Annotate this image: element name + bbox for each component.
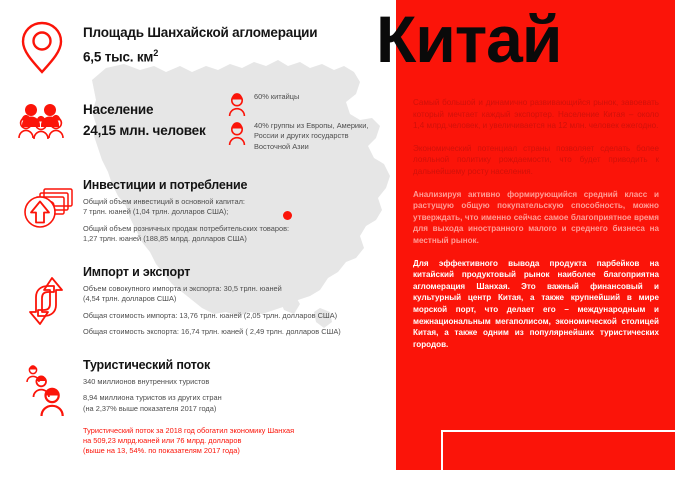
line: 8,94 миллиона туристов из других стран bbox=[83, 393, 222, 403]
line: (4,54 трлн. долларов США) bbox=[83, 294, 177, 304]
line: (на 2,37% выше показателя 2017 года) bbox=[83, 403, 217, 413]
map-pin-icon bbox=[20, 20, 64, 76]
line: Объем совокупного импорта и экспорта: 30,5 трлн. юаней bbox=[83, 284, 282, 293]
line: (выше на 13, 54%. по показателям 2017 года) bbox=[83, 446, 240, 456]
population-breakdown-text-1: 60% китайцы bbox=[254, 92, 300, 101]
line: Восточной Азии bbox=[254, 141, 309, 151]
block-trade-paragraph-1 bbox=[83, 284, 393, 305]
block-investment bbox=[83, 178, 383, 244]
spacer bbox=[83, 414, 383, 426]
page-title: Китай bbox=[376, 2, 562, 76]
line: Общий объем инвестиций в основной капитал: bbox=[83, 197, 245, 206]
panel-paragraph-4: Для эффективного вывода продукта парбейков на китайский продуктовый рынок наиболее благоприятна агломерация Шанхая. Это важный финансовый и культурный центр Китая, а также крупнейший в мире морской порт, что делает его – международным и межнациональным мегаполисом, экономической столицей Китая, а также одним из популярнейших туристических городов. bbox=[413, 258, 659, 349]
block-area-heading: Площадь Шанхайской агломерации bbox=[83, 25, 318, 40]
panel-paragraph-2: Экономический потенциал страны позволяет сделать более лояльной политику рождаемости, что будет приводить к дальнейшему росту населения. bbox=[413, 143, 659, 176]
tourists-icon bbox=[22, 360, 78, 416]
line: 7 трлн. юаней (1,04 трлн. долларов США); bbox=[83, 207, 229, 217]
line: 1,27 трлн. юаней (188,85 млрд. долларов США) bbox=[83, 233, 247, 243]
block-tourism-highlight bbox=[83, 426, 383, 457]
block-tourism-paragraph-1: 340 миллионов внутренних туристов bbox=[83, 377, 210, 386]
line: 40% группы из Европы, Америки, bbox=[254, 121, 369, 130]
population-breakdown-item-1 bbox=[228, 92, 408, 123]
person-icon bbox=[228, 121, 246, 152]
import-export-arrows-icon bbox=[22, 272, 74, 328]
block-trade-paragraph-2: Общая стоимость импорта: 13,76 трлн. юаней (2,05 трлн. долларов США) bbox=[83, 310, 338, 320]
block-tourism-heading: Туристический поток bbox=[83, 358, 211, 372]
line: на 509,23 млрд.юаней или 76 млрд. долларов bbox=[83, 436, 242, 446]
line: Туристический поток за 2018 год обогатил экономику Шанхая bbox=[83, 425, 295, 435]
people-group-icon bbox=[18, 101, 72, 143]
panel-text-column bbox=[413, 97, 659, 361]
block-population-value: 24,15 млн. человек bbox=[83, 123, 206, 138]
block-tourism-paragraph-2 bbox=[83, 393, 383, 414]
money-up-arrow-icon bbox=[22, 184, 74, 230]
block-population-heading: Население bbox=[83, 102, 154, 117]
block-trade-heading: Импорт и экспорт bbox=[83, 265, 191, 279]
block-area bbox=[83, 24, 353, 66]
block-investment-paragraph-1 bbox=[83, 197, 383, 218]
population-breakdown-text-2 bbox=[254, 121, 368, 152]
block-investment-paragraph-2 bbox=[83, 224, 383, 245]
line: Общий объем розничных продаж потребительских товаров: bbox=[83, 223, 290, 233]
block-tourism bbox=[83, 358, 383, 457]
block-trade-paragraph-3: Общая стоимость экспорта: 16,74 трлн. юаней ( 2,49 трлн. долларов США) bbox=[83, 326, 341, 336]
block-investment-heading: Инвестиции и потребление bbox=[83, 178, 248, 192]
line: России и других государств bbox=[254, 131, 349, 141]
decorative-frame bbox=[441, 430, 675, 470]
panel-paragraph-3: Анализируя активно формирующийся средний класс и растущую общую покупательскую способность, можно утверждать, что именно сейчас самое благоприятное время для выхода иностранного малого и среднего бизнеса на местный рынок. bbox=[413, 189, 659, 245]
block-trade bbox=[83, 265, 393, 337]
panel-paragraph-1: Самый большой и динамично развивающийся рынок, завоевать который мечтает каждый экспортер. Население Китая – около 1,4 млрд.человек, и увеличивается на 12 млн. человек ежегодно. bbox=[413, 98, 659, 131]
block-area-value bbox=[83, 45, 353, 66]
population-breakdown-item-2 bbox=[228, 121, 418, 152]
block-area-value-superscript: 2 bbox=[153, 48, 159, 58]
block-area-value-text: 6,5 тыс. км bbox=[83, 49, 154, 65]
person-icon bbox=[228, 92, 246, 123]
